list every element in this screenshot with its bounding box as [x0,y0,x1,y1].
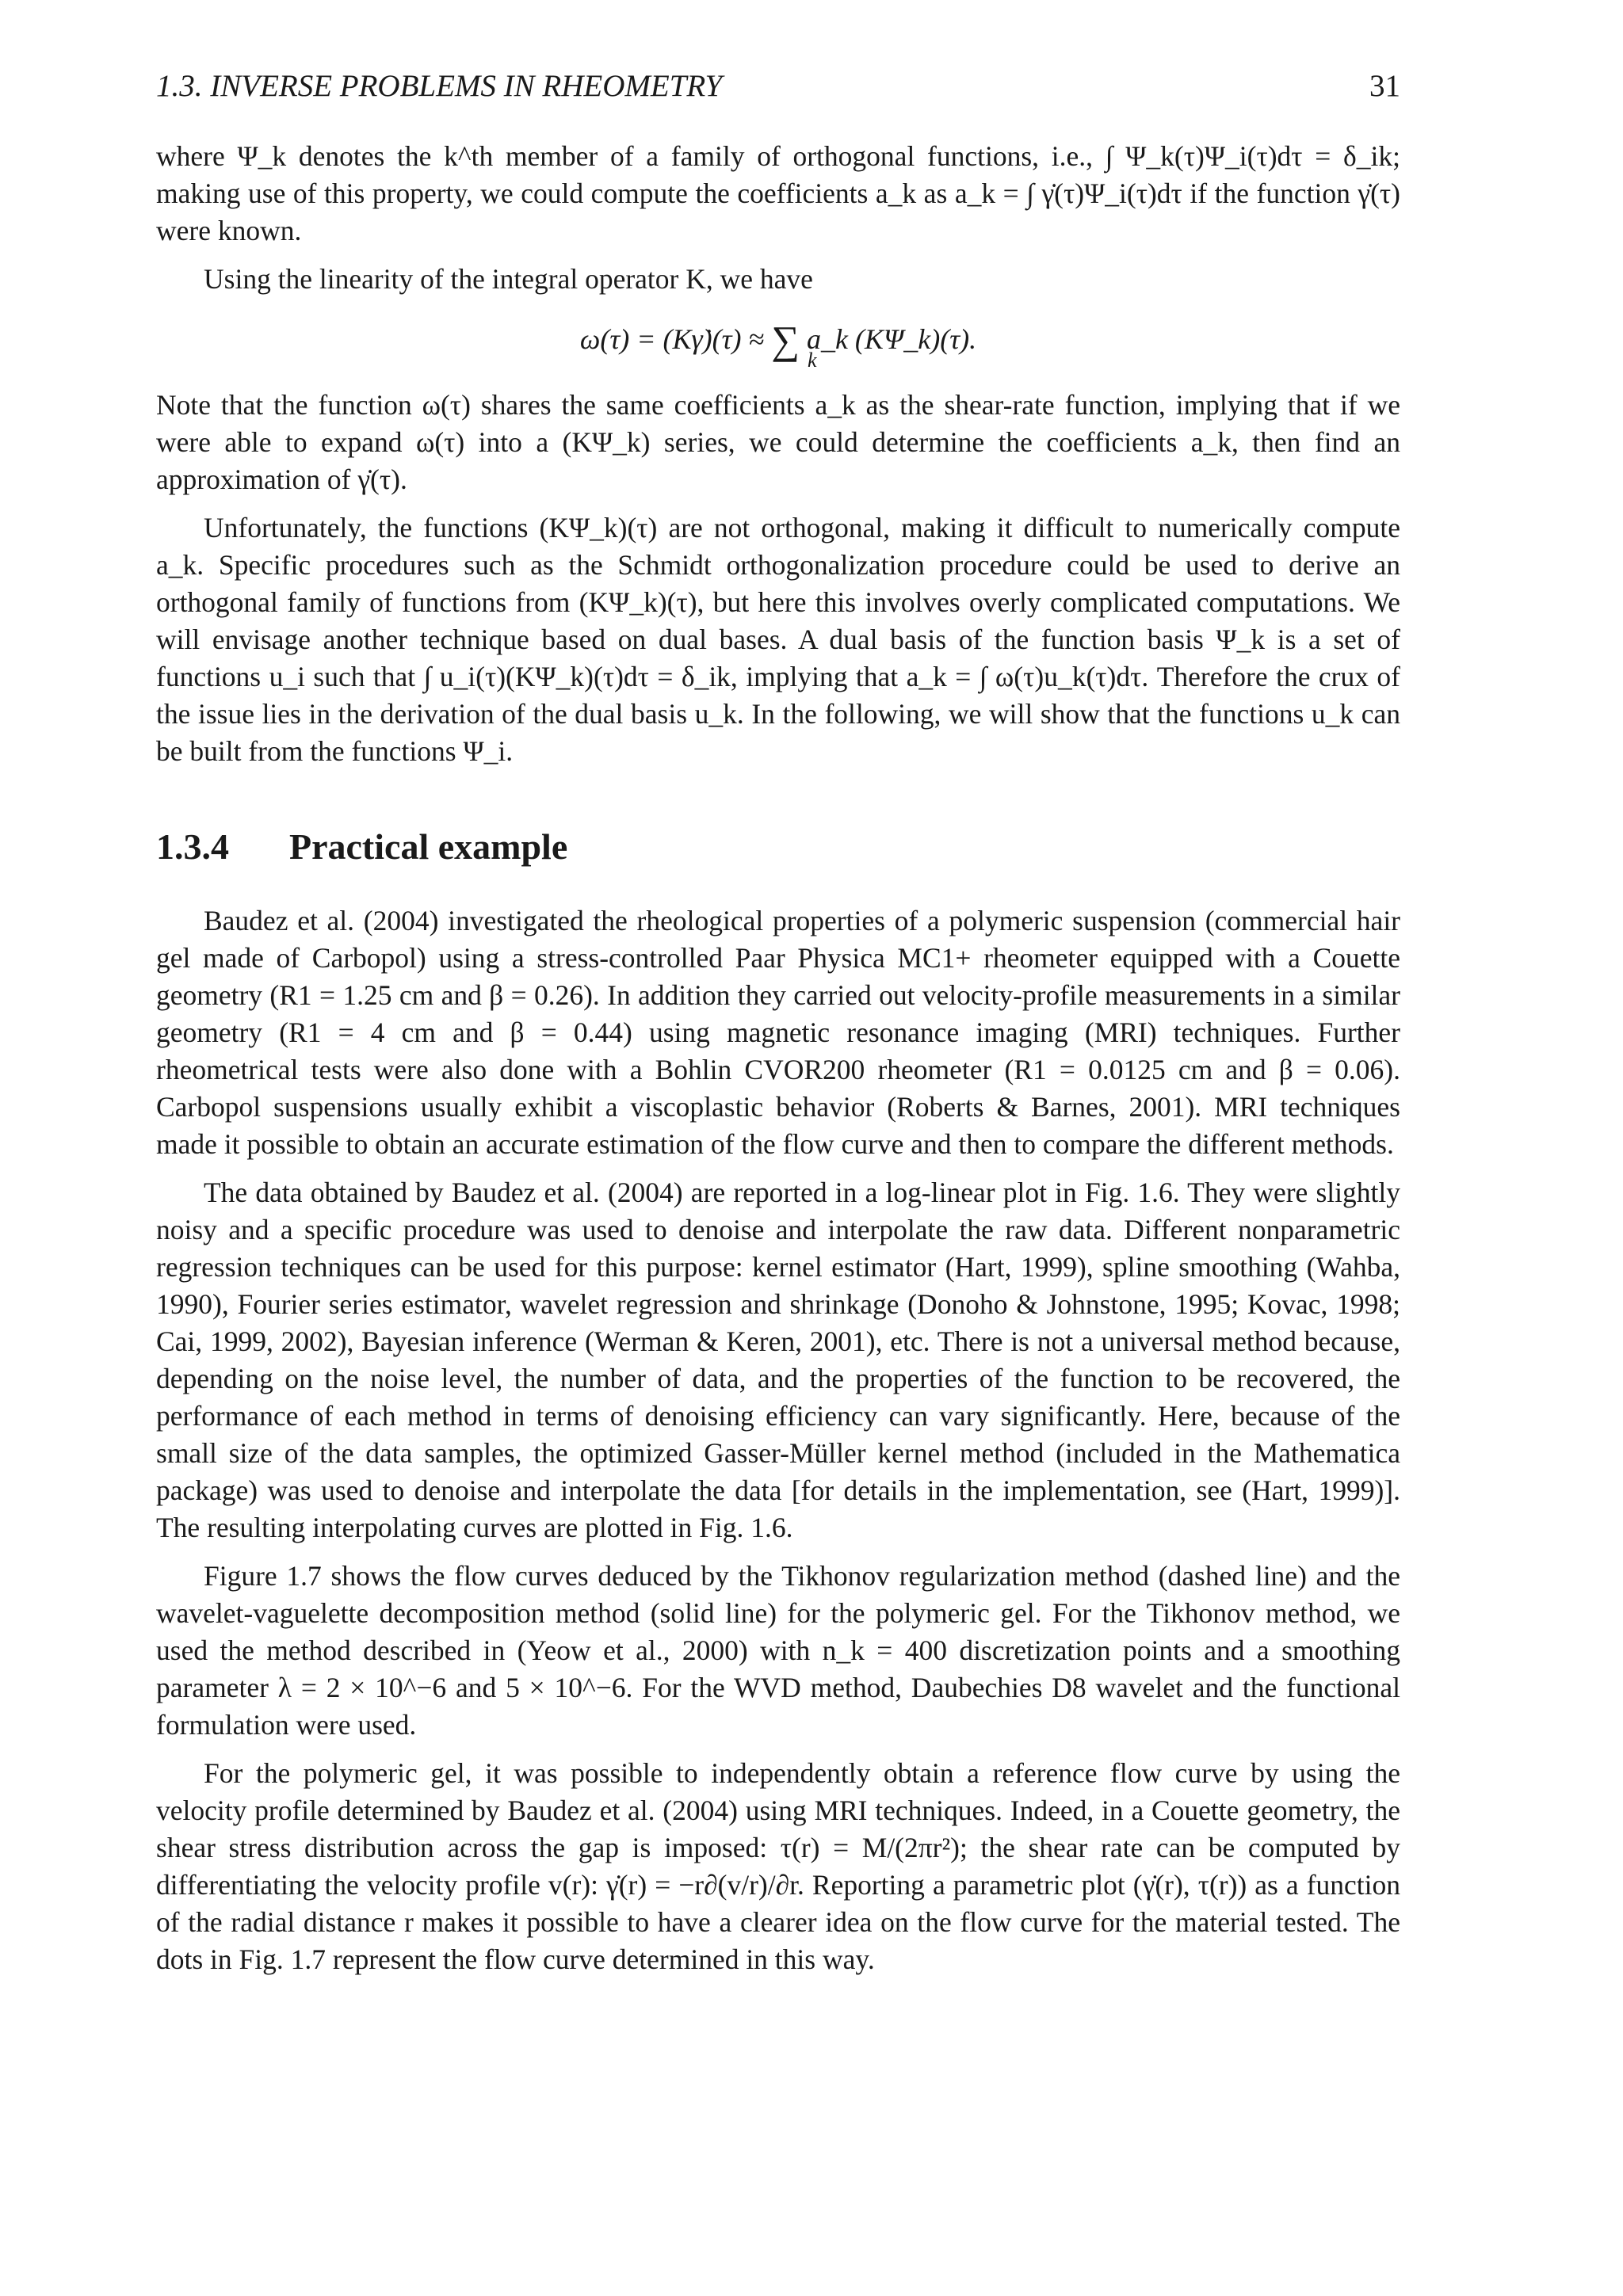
paragraph-8: For the polymeric gel, it was possible to independently obtain a reference flow curve by using the velocity profile determined by Baudez et al. (2004) using MRI techniques. Indeed, in a Couette geometry, the shear stress distribution across the gap is imposed: τ(r) = M/(2πr²); the shear rate can be computed by differentiating the velocity profile v(r): γ̇(r) = −r∂(v/r)/∂r. Reporting a parametric plot (γ̇(r), τ(r)) as a function of the radial distance r makes it possible to have a clearer idea on the flow curve for the material tested. The dots in Fig. 1.7 represent the flow curve determined in this way. [156,1757,1400,1975]
paragraph-6: The data obtained by Baudez et al. (2004) are reported in a log-linear plot in Fig. 1.6. They were slightly noisy and a specific procedure was used to denoise and interpolate the raw data. Different nonparametric regression techniques can be used for this purpose: kernel estimator (Hart, 1999), spline smoothing (Wahba, 1990), Fourier series estimator, wavelet regression and shrinkage (Donoho & Johnstone, 1995; Kovac, 1998; Cai, 1999, 2002), Bayesian inference (Werman & Keren, 2001), etc. There is not a universal method because, depending on the noise level, the number of data, and the properties of the function to be recovered, the performance of each method in terms of denoising efficiency can vary significantly. Here, because of the small size of the data samples, the optimized Gasser-Müller kernel method (included in the Mathematica package) was used to denoise and interpolate the data [for details in the implementation, see (Hart, 1999)]. The resulting interpolating curves are plotted in Fig. 1.6. [156,1177,1400,1543]
page-number: 31 [1369,69,1400,103]
display-equation [156,303,1400,379]
page [156,68,1400,1978]
equation-rhs: a_k (KΨ_k)(τ). [806,323,977,355]
running-head [156,68,1400,116]
equation-sum-index: k [808,349,817,372]
paragraph-4: Unfortunately, the functions (KΨ_k)(τ) are not orthogonal, making it difficult to numerically compute a_k. Specific procedures such as the Schmidt orthogonalization procedure could be used to derive an orthogonal family of functions from (KΨ_k)(τ), but here this involves overly complicated computations. We will envisage another technique based on dual bases. A dual basis of the function basis Ψ_k is a set of functions u_i such that ∫ u_i(τ)(KΨ_k)(τ)dτ = δ_ik, implying that a_k = ∫ ω(τ)u_k(τ)dτ. Therefore the crux of the issue lies in the derivation of the dual basis u_k. In the following, we will show that the functions u_k can be built from the functions Ψ_i. [156,512,1400,767]
paragraph-1: where Ψ_k denotes the k^th member of a family of orthogonal functions, i.e., ∫ Ψ_k(τ)Ψ_i(τ)dτ = δ_ik; making use of this property, we could compute the coefficients a_k as a_k = ∫ γ̇(τ)Ψ_i(τ)dτ if the function γ̇(τ) were known. [156,140,1400,246]
running-head-title: 1.3. INVERSE PROBLEMS IN RHEOMETRY [156,69,723,103]
equation-sum-sign: ∑ [771,318,800,362]
section-title: Practical example [289,826,568,867]
paragraph-3: Note that the function ω(τ) shares the same coefficients a_k as the shear-rate function, implying that if we were able to expand ω(τ) into a (KΨ_k) series, we could determine the coefficients a_k, then find an approximation of γ̇(τ). [156,389,1400,495]
paragraph-2: Using the linearity of the integral operator K, we have [204,263,813,295]
section-number: 1.3.4 [156,826,229,867]
section-heading [156,826,1400,868]
paragraph-5: Baudez et al. (2004) investigated the rheological properties of a polymeric suspension (commercial hair gel made of Carbopol) using a stress-controlled Paar Physica MC1+ rheometer equipped with a Couette geometry (R1 = 1.25 cm and β = 0.26). In addition they carried out velocity-profile measurements in a similar geometry (R1 = 4 cm and β = 0.44) using magnetic resonance imaging (MRI) techniques. Further rheometrical tests were also done with a Bohlin CVOR200 rheometer (R1 = 0.0125 cm and β = 0.06). Carbopol suspensions usually exhibit a viscoplastic behavior (Roberts & Barnes, 2001). MRI techniques made it possible to obtain an accurate estimation of the flow curve and then to compare the different methods. [156,905,1400,1160]
equation-lhs: ω(τ) = (Kγ̇)(τ) ≈ [579,323,765,355]
paragraph-7: Figure 1.7 shows the flow curves deduced by the Tikhonov regularization method (dashed line) and the wavelet-vaguelette decomposition method (solid line) for the polymeric gel. For the Tikhonov method, we used the method described in (Yeow et al., 2000) with n_k = 400 discretization points and a smoothing parameter λ = 2 × 10^−6 and 5 × 10^−6. For the WVD method, Daubechies D8 wavelet and the functional formulation were used. [156,1560,1400,1741]
